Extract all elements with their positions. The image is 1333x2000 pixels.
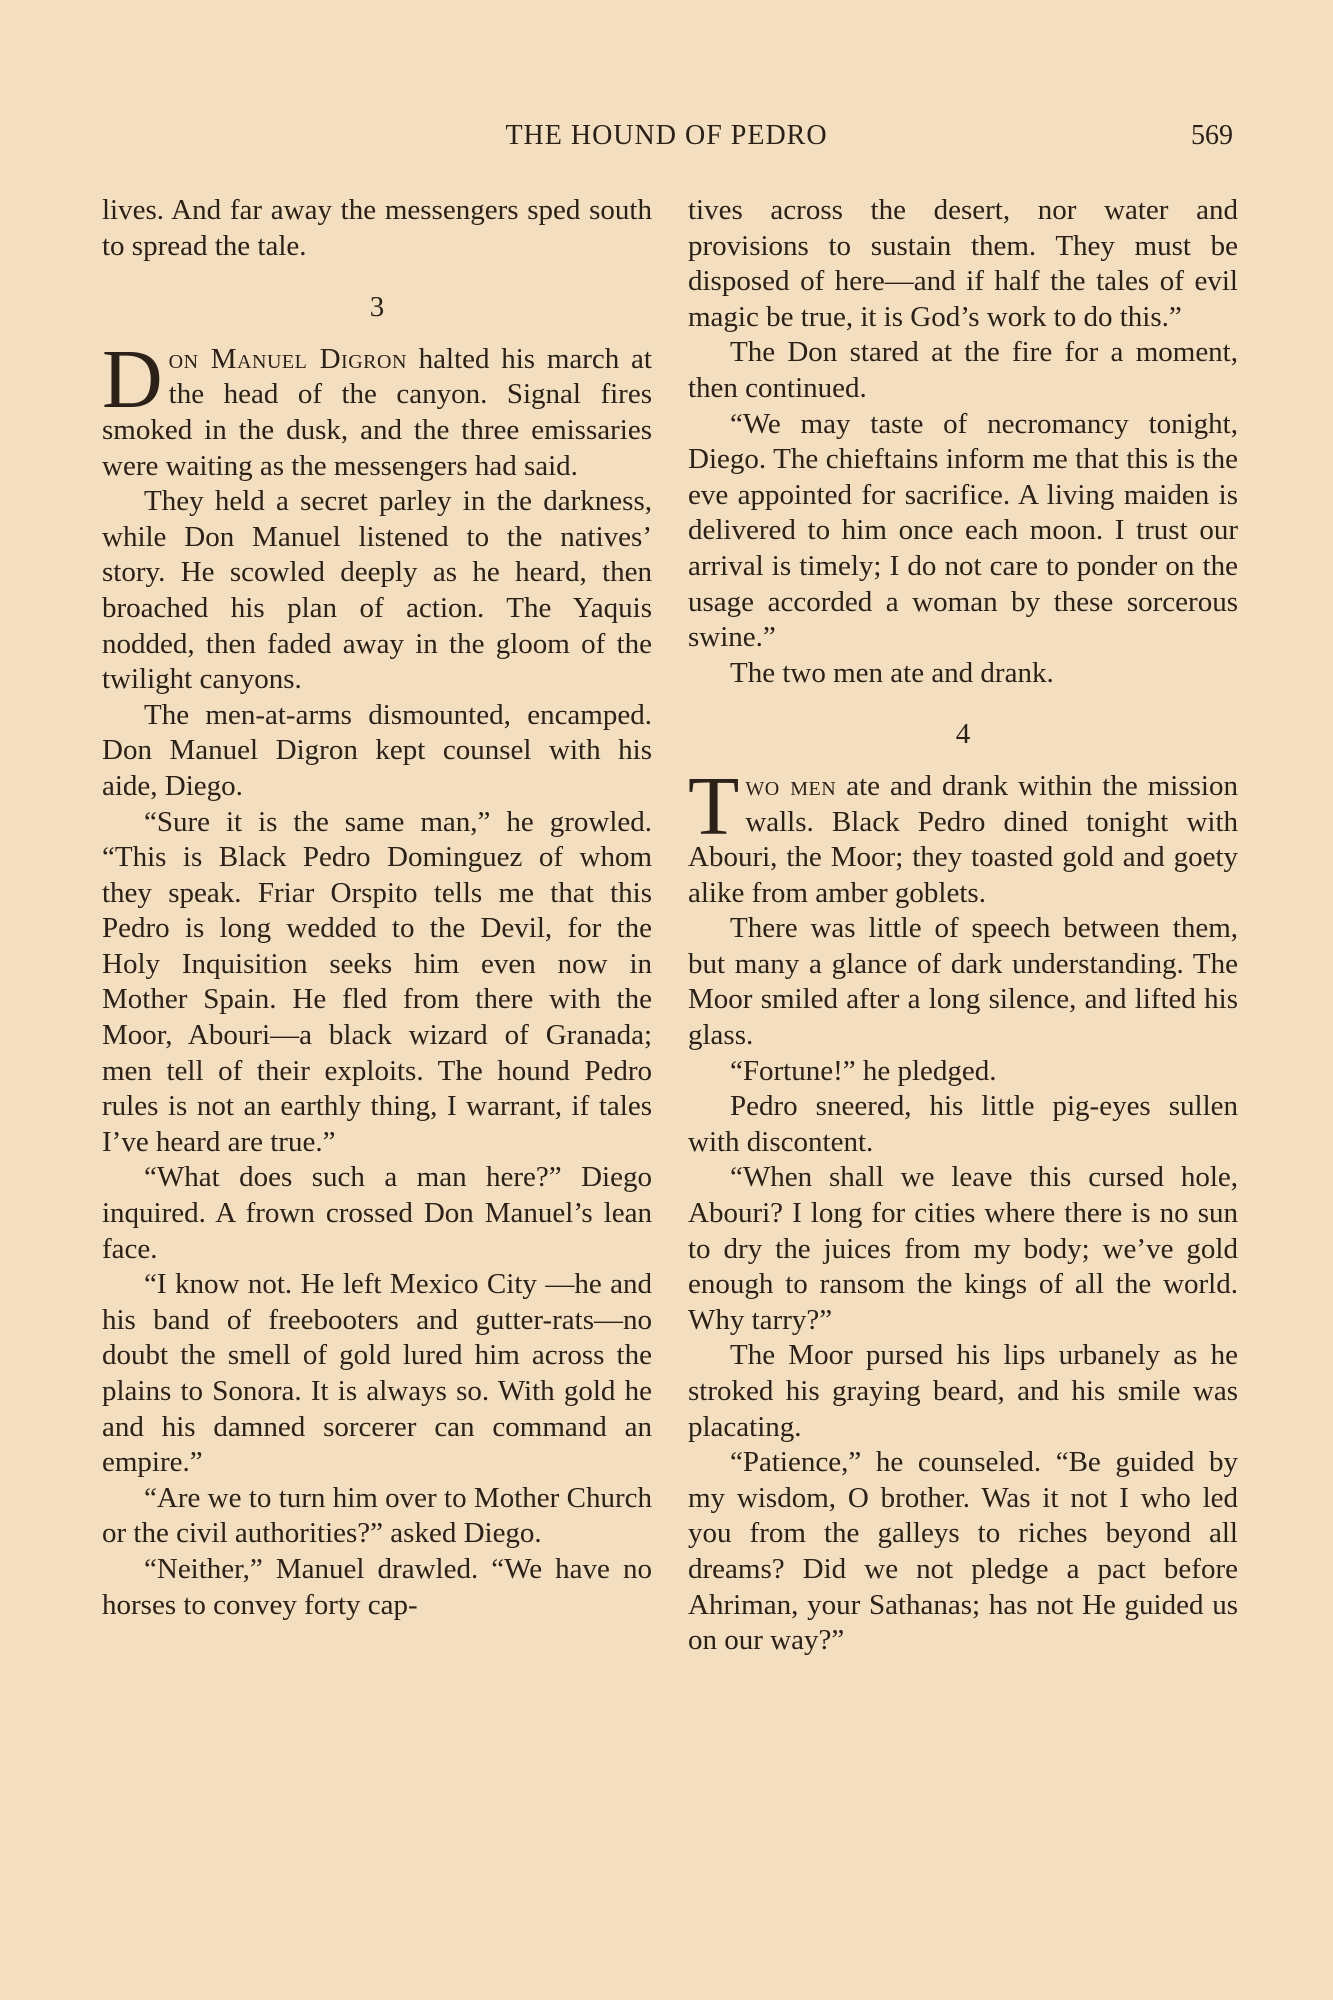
paragraph: They held a secret parley in the darkness, while Don Manuel listened to the natives’ story. He scowled deeply as he heard, then broached his plan of action. The Yaquis nodded, then faded away in the gloom of the twilight canyons. bbox=[102, 485, 652, 696]
running-head bbox=[100, 120, 1233, 160]
paragraph-dropcap bbox=[102, 332, 652, 484]
paragraph-dropcap bbox=[688, 759, 1238, 911]
page-number: 569 bbox=[1191, 120, 1233, 151]
paragraph: The Don stared at the fire for a moment, then continued. bbox=[688, 336, 1238, 404]
paragraph: lives. And far away the messengers sped south to spread the tale. bbox=[102, 194, 652, 262]
paragraph-text: halted his march at the head of the canyon. Signal fires smoked in the dusk, and the three emissaries were waiting as the messengers had said. bbox=[102, 342, 652, 482]
paragraph: “Fortune!” he pledged. bbox=[730, 1054, 997, 1087]
right-column bbox=[688, 193, 1238, 1659]
paragraph: tives across the desert, nor water and provisions to sustain them. They must be disposed of here—and if half the tales of evil magic be true, it is God’s work to do this.” bbox=[688, 194, 1238, 333]
paragraph: The men-at-arms dismounted, encamped. Don Manuel Digron kept counsel with his aide, Diego. bbox=[102, 698, 652, 802]
left-column bbox=[102, 193, 652, 1623]
section-number-3: 3 bbox=[369, 291, 385, 324]
paragraph: “What does such a man here?” Diego inquired. A frown crossed Don Manuel’s lean face. bbox=[102, 1161, 652, 1265]
paragraph: “Are we to turn him over to Mother Church or the civil authorities?” asked Diego. bbox=[102, 1481, 652, 1550]
paragraph-text: ate and drank within the mission walls. Black Pedro dined tonight with Abouri, the Moor; they toasted gold and goety alike from amber goblets. bbox=[688, 769, 1238, 909]
paragraph: There was little of speech between them, but many a glance of dark understanding. The Moor smiled after a long silence, and lifted his glass. bbox=[688, 912, 1238, 1052]
paragraph: “I know not. He left Mexico City —he and his band of freebooters and gutter-rats—no doubt the smell of gold lured him across the plains to Sonora. It is always so. With gold he and his damned sorcerer can command an empire.” bbox=[102, 1268, 652, 1479]
paragraph: “Patience,” he counseled. “Be guided by my wisdom, O brother. Was it not I who led you from the galleys to riches beyond all dreams? Did we not pledge a pact before Ahriman, your Sathanas; has not He guided us on our way?” bbox=[688, 1446, 1238, 1657]
section-number-4: 4 bbox=[955, 718, 971, 751]
small-caps-lead: on Manuel Digron bbox=[168, 342, 407, 375]
paragraph: “We may taste of necromancy tonight, Diego. The chieftains inform me that this is the eve appointed for sacrifice. A living maiden is delivered to him once each moon. I trust our arrival is timely; I do not care to ponder on the usage accorded a woman by these sorcerous swine.” bbox=[688, 407, 1238, 654]
paragraph: Pedro sneered, his little pig-eyes sullen with discontent. bbox=[688, 1090, 1238, 1158]
small-caps-lead: wo men bbox=[745, 769, 837, 802]
drop-cap: T bbox=[688, 759, 740, 853]
running-title: THE HOUND OF PEDRO bbox=[505, 120, 828, 151]
paragraph: The Moor pursed his lips urbanely as he stroked his graying beard, and his smile was placating. bbox=[688, 1339, 1238, 1443]
paragraph: “When shall we leave this cursed hole, Abouri? I long for cities where there is no sun to dry the juices from my body; we’ve gold enough to ransom the kings of all the world. Why tarry?” bbox=[688, 1161, 1238, 1336]
drop-cap: D bbox=[102, 332, 163, 426]
paragraph: The two men ate and drank. bbox=[730, 656, 1054, 689]
paragraph: “Sure it is the same man,” he growled. “This is Black Pedro Dominguez of whom they speak. Friar Orspito tells me that this Pedro is long wedded to the Devil, for the Holy Inquisition seeks him even now in Mother Spain. He fled from there with the Moor, Abouri—a black wizard of Granada; men tell of their exploits. The hound Pedro rules is not an earthly thing, I warrant, if tales I’ve heard are true.” bbox=[102, 805, 652, 1158]
paragraph: “Neither,” Manuel drawled. “We have no horses to convey forty cap- bbox=[102, 1552, 652, 1621]
